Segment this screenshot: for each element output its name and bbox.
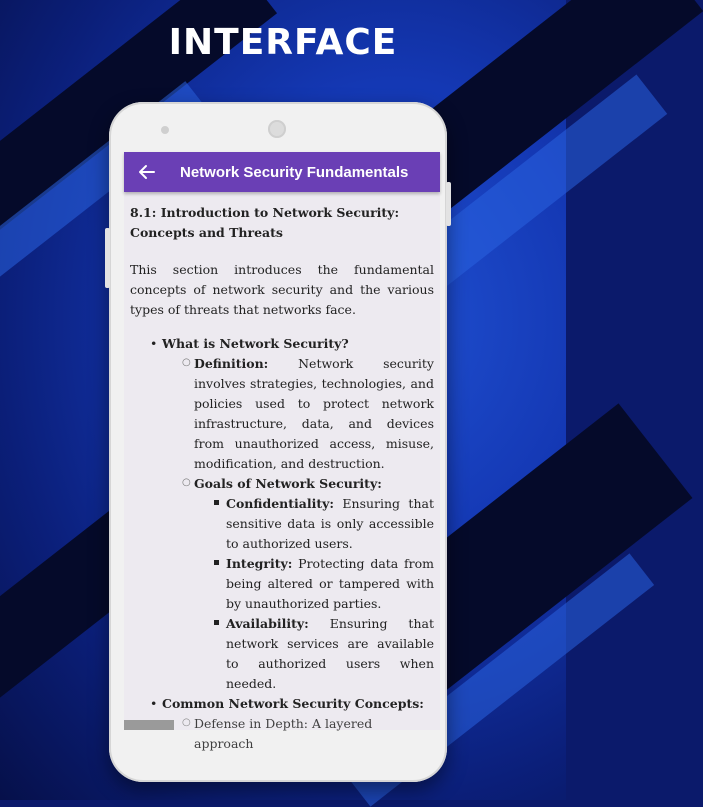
goal-body: Ensuring that sensitive data is only accessible to authorized users. <box>226 496 434 551</box>
bullet <box>214 560 219 565</box>
bullet: • <box>150 336 158 351</box>
app-bar-title: Network Security Fundamentals <box>180 163 409 181</box>
article-content <box>124 192 440 754</box>
app-bar <box>124 152 440 192</box>
goal-label: Availability: <box>226 616 309 631</box>
phone-frame <box>109 102 447 782</box>
goal-text <box>226 554 434 614</box>
goal-text <box>226 494 434 554</box>
goal-body: Protecting data from being altered or tampered with by unauthorized parties. <box>226 556 434 611</box>
phone-side-button <box>105 228 110 288</box>
phone-side-button <box>446 182 451 226</box>
app-screen <box>124 152 440 751</box>
goal-label: Confidentiality: <box>226 496 335 511</box>
list-item <box>130 474 434 694</box>
partial-text: Defense in Depth: A layered approach <box>194 716 373 751</box>
list-item <box>130 714 434 754</box>
scroll-indicator[interactable] <box>124 720 174 730</box>
goal-text <box>226 614 434 694</box>
list-item <box>130 694 434 754</box>
goal-body: Ensuring that network services are available to authorized users when needed. <box>226 616 434 691</box>
topic-title: Common Network Security Concepts: <box>162 696 424 711</box>
bullet: ○ <box>182 717 191 728</box>
bullet: • <box>150 696 158 711</box>
list-item <box>130 494 434 554</box>
definition-label: Definition: <box>194 356 269 371</box>
hero-title: INTERFACE <box>168 22 398 63</box>
list-item <box>130 554 434 614</box>
definition-body: Network security involves strategies, technologies, and policies used to protect network infrastructure, data, and devices from unauthorized access, misuse, modification, and destruction. <box>194 356 434 471</box>
list-item <box>130 354 434 474</box>
bullet: ○ <box>182 477 191 488</box>
definition-text <box>194 354 434 474</box>
intro-paragraph: This section introduces the fundamental concepts of network security and the various types of threats that networks face. <box>130 262 434 317</box>
arrow-left-icon[interactable] <box>124 165 170 179</box>
section-heading: 8.1: Introduction to Network Security: Concepts and Threats <box>130 205 400 240</box>
arrow-left-icon-glyph <box>139 165 155 179</box>
list-item <box>130 614 434 694</box>
bullet <box>214 500 219 505</box>
bullet: ○ <box>182 357 191 368</box>
bullet <box>214 620 219 625</box>
phone-camera <box>268 120 286 138</box>
phone-sensor <box>161 126 169 134</box>
topic-title: What is Network Security? <box>162 336 349 351</box>
goal-label: Integrity: <box>226 556 293 571</box>
list-item <box>130 334 434 694</box>
topic-list <box>130 334 434 754</box>
goals-label: Goals of Network Security: <box>194 476 382 491</box>
